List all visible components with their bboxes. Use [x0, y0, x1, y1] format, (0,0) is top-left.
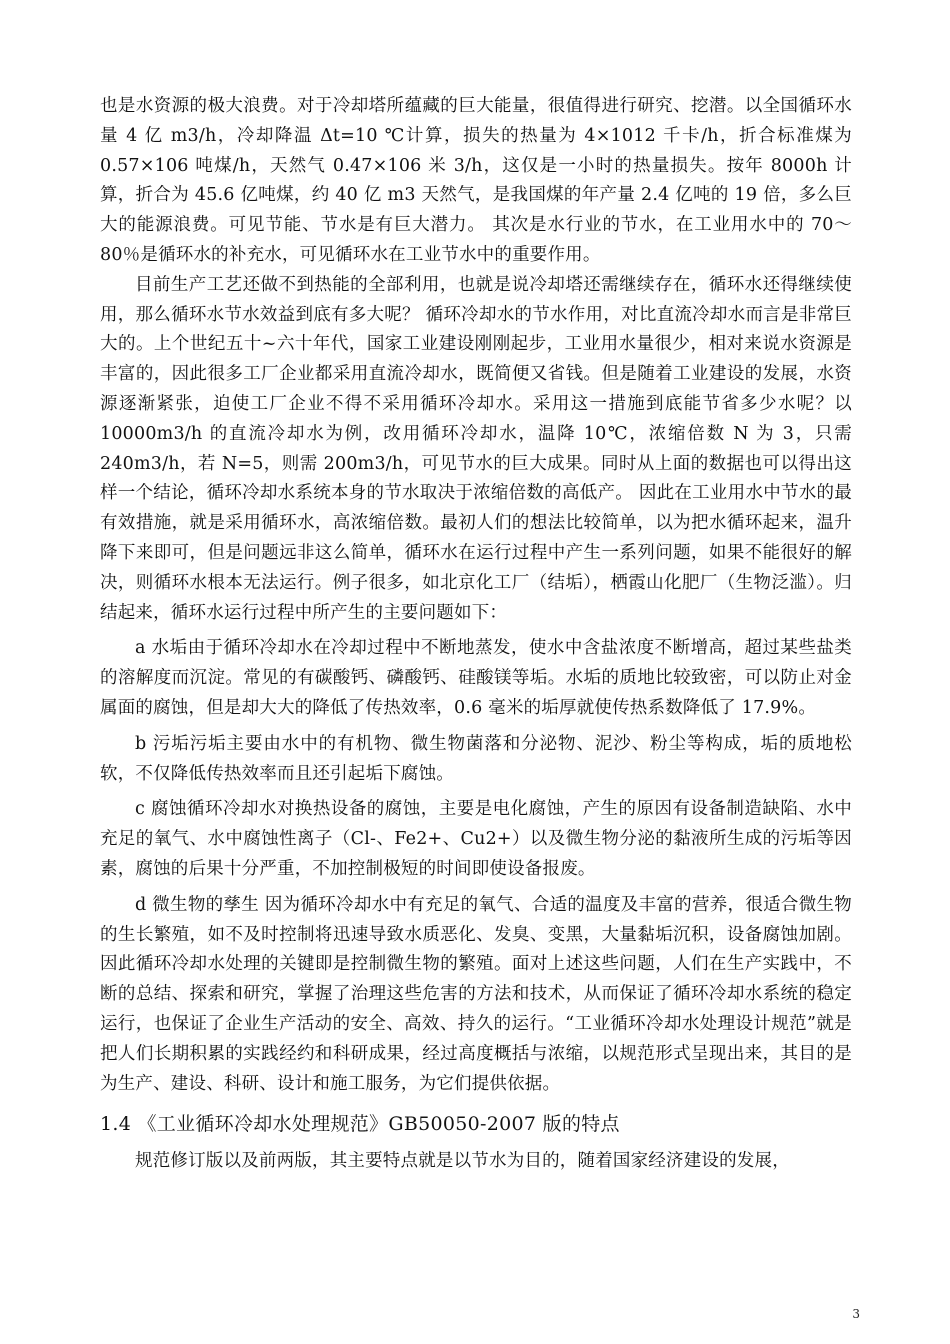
list-item-microbes: d 微生物的孳生 因为循环冷却水中有充足的氧气、合适的温度及丰富的营养，很适合微生物的生长繁殖，如不及时控制将迅速导致水质恶化、发臭、变黑，大量黏垢沉积，设备腐蚀加剧。因此循环冷却水处理的关键即是控制微生物的繁殖。面对上述这些问题，人们在生产实践中，不断的总结、探索和研究，掌握了治理这些危害的方法和技术，从而保证了循环冷却水系统的稳定运行，也保证了企业生产活动的安全、高效、持久的运行。“工业循环冷却水处理设计规范”就是把人们长期积累的实践经约和科研成果，经过高度概括与浓缩，以规范形式呈现出来，其目的是为生产、建设、科研、设计和施工服务，为它们提供依据。	[100, 894, 852, 1094]
list-item-scale: a 水垢由于循环冷却水在冷却过程中不断地蒸发，使水中含盐浓度不断增高，超过某些盐类的溶解度而沉淀。常见的有碳酸钙、磷酸钙、硅酸镁等垢。水垢的质地比较致密，可以防止对金属面的腐蚀，但是却大大的降低了传热效率，0.6 毫米的垢厚就使传热系数降低了 17.9%。	[100, 638, 852, 718]
paragraph-water-saving: 目前生产工艺还做不到热能的全部利用，也就是说冷却塔还需继续存在，循环水还得继续使用，那么循环水节水效益到底有多大呢？ 循环冷却水的节水作用，对比直流冷却水而言是非常巨大的。上个世纪五十~六十年代，国家工业建设刚刚起步，工业用水量很少，相对来说水资源是丰富的，因此很多工厂企业都采用直流冷却水，既简便又省钱。但是随着工业建设的发展，水资源逐渐紧张，迫使工厂企业不得不采用循环冷却水。采用这一措施到底能节省多少水呢？以 10000m3/h 的直流冷却水为例，改用循环冷却水，温降 10℃，浓缩倍数 N 为 3，只需 240m3/h，若 N=5，则需 200m3/h，可见节水的巨大成果。同时从上面的数据也可以得出这样一个结论，循环冷却水系统本身的节水取决于浓缩倍数的高低产。 因此在工业用水中节水的最有效措施，就是采用循环水，高浓缩倍数。最初人们的想法比较简单，以为把水循环起来，温升降下来即可，但是问题远非这么简单，循环水在运行过程中产生一系列问题，如果不能很好的解决，则循环水根本无法运行。例子很多，如北京化工厂（结垢），栖霞山化肥厂（生物泛滥）。归结起来，循环水运行过程中所产生的主要问题如下：	[100, 274, 852, 623]
section-heading: 1.4 《工业循环冷却水处理规范》GB50050-2007 版的特点	[100, 1113, 620, 1136]
list-item-fouling: b 污垢污垢主要由水中的有机物、微生物菌落和分泌物、泥沙、粉尘等构成，垢的质地松软，不仅降低传热效率而且还引起垢下腐蚀。	[100, 733, 852, 784]
page-number: 3	[852, 1307, 860, 1321]
body-text	[100, 92, 852, 1177]
paragraph-final: 规范修订版以及前两版，其主要特点就是以节水为目的，随着国家经济建设的发展，	[135, 1151, 790, 1172]
list-item-corrosion: c 腐蚀循环冷却水对换热设备的腐蚀，主要是电化腐蚀，产生的原因有设备制造缺陷、水中充足的氧气、水中腐蚀性离子（Cl-、Fe2+、Cu2+）以及微生物分泌的黏液所生成的污垢等因素，腐蚀的后果十分严重，不加控制极短的时间即使设备报废。	[100, 799, 852, 879]
paragraph-energy-waste: 也是水资源的极大浪费。对于冷却塔所蕴藏的巨大能量，很值得进行研究、挖潜。以全国循环水量 4 亿 m3/h，冷却降温 Δt=10 ℃计算，损失的热量为 4×1012 千卡/h，折合标准煤为 0.57×106 吨煤/h，天然气 0.47×106 米 3/h，这仅是一小时的热量损失。按年 8000h 计算，折合为 45.6 亿吨煤，约 40 亿 m3 天然气，是我国煤的年产量 2.4 亿吨的 19 倍，多么巨大的能源浪费。可见节能、节水是有巨大潜力。 其次是水行业的节水，在工业用水中的 70～80％是循环水的补充水，可见循环水在工业节水中的重要作用。	[100, 96, 852, 265]
